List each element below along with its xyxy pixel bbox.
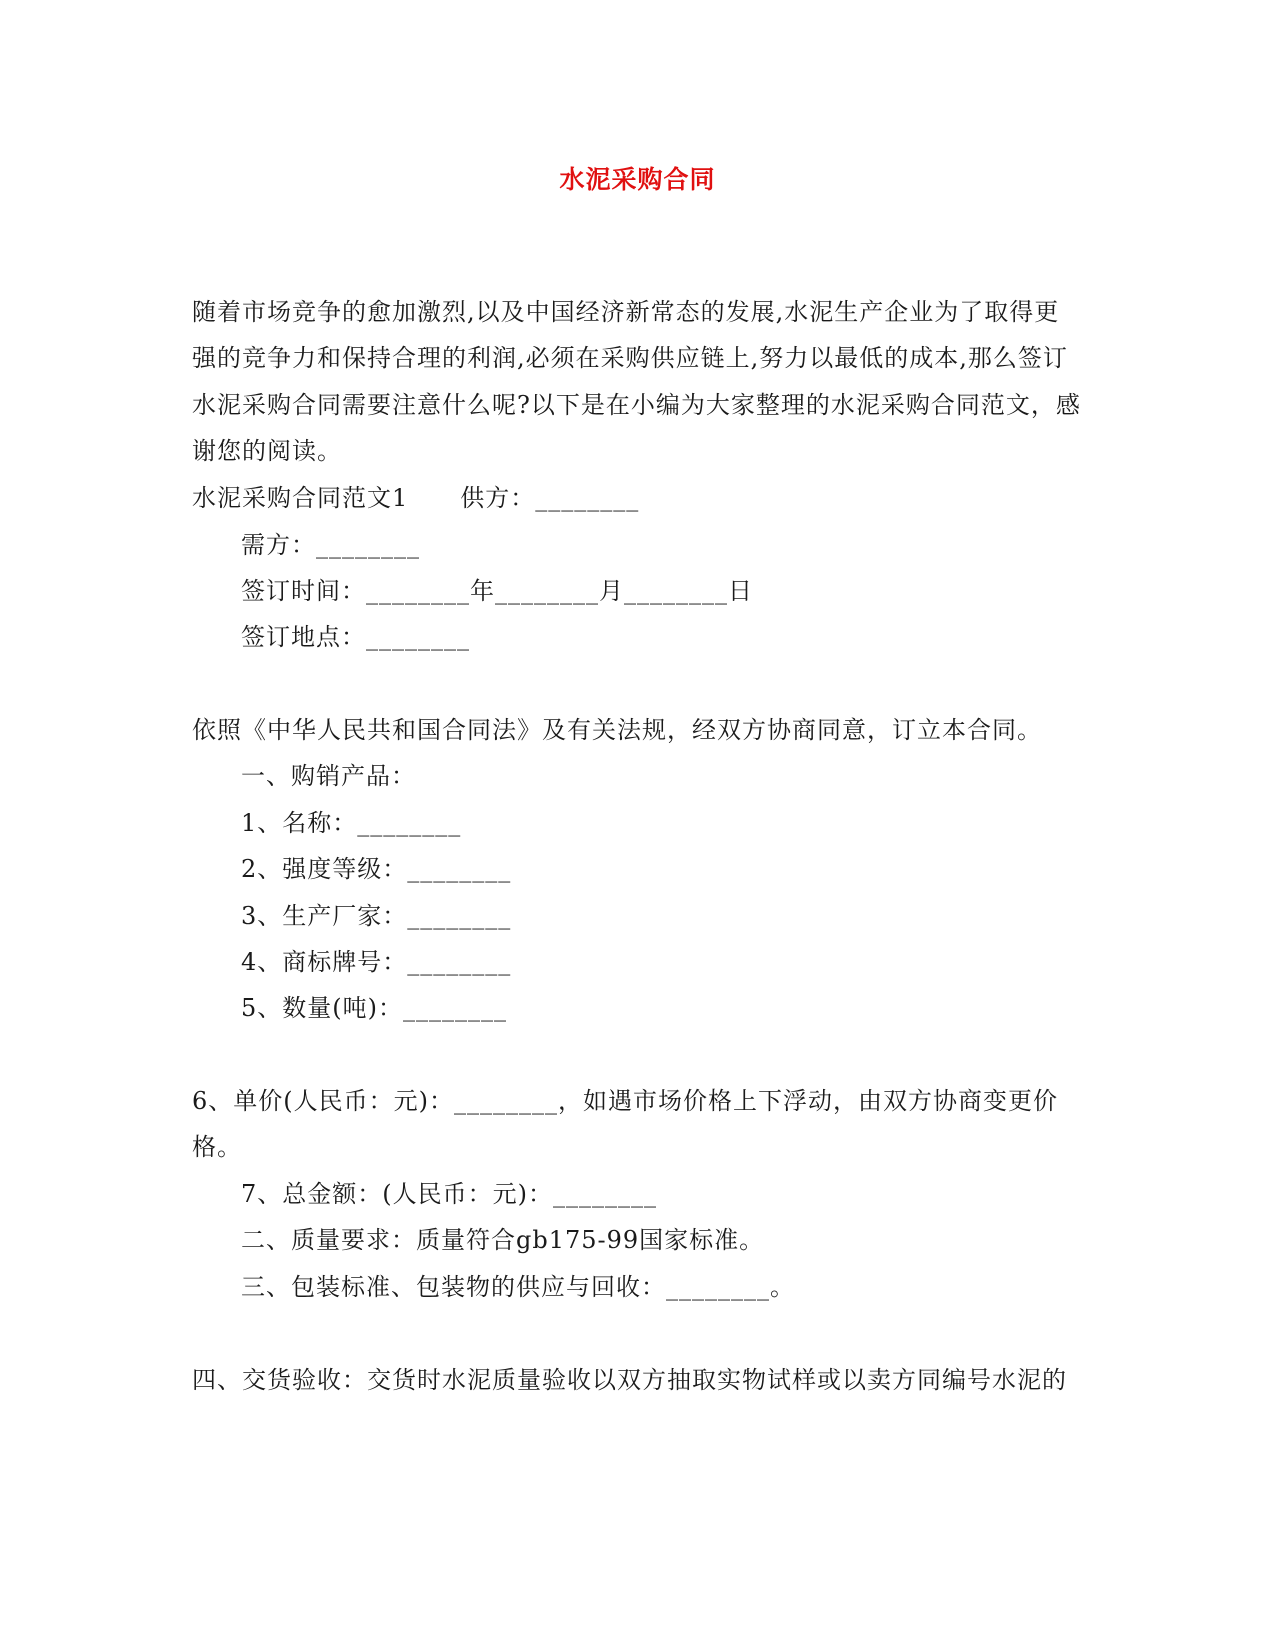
buyer-field: 需方：________ <box>241 531 420 559</box>
sample-heading: 水泥采购合同范文1 <box>192 484 409 512</box>
unit-price-line: 6、单价(人民币：元)：________，如遇市场价格上下浮动，由双方协商变更价 <box>192 1087 1058 1115</box>
total-amount-field: 7、总金额：(人民币：元)：________ <box>241 1180 657 1208</box>
packaging-standard: 三、包装标准、包装物的供应与回收：________。 <box>241 1273 795 1301</box>
contract-basis: 依照《中华人民共和国合同法》及有关法规，经双方协商同意，订立本合同。 <box>192 716 1042 744</box>
unit-price-line: 格。 <box>192 1133 242 1161</box>
intro-line: 谢您的阅读。 <box>192 437 342 465</box>
sign-place-field: 签订地点：________ <box>241 623 470 651</box>
intro-line: 强的竞争力和保持合理的利润,必须在采购供应链上,努力以最低的成本,那么签订 <box>192 344 1068 372</box>
sign-time-field: 签订时间：________年________月________日 <box>241 577 753 605</box>
supplier-field: 供方：________ <box>460 484 640 512</box>
intro-line: 水泥采购合同需要注意什么呢?以下是在小编为大家整理的水泥采购合同范文，感 <box>192 391 1081 419</box>
sample-heading-row <box>192 483 639 513</box>
delivery-acceptance: 四、交货验收：交货时水泥质量验收以双方抽取实物试样或以卖方同编号水泥的 <box>192 1366 1067 1394</box>
quality-requirement: 二、质量要求：质量符合gb175-99国家标准。 <box>241 1226 765 1254</box>
product-item: 2、强度等级：________ <box>241 855 512 883</box>
page-title: 水泥采购合同 <box>559 165 716 194</box>
intro-line: 随着市场竞争的愈加激烈,以及中国经济新常态的发展,水泥生产企业为了取得更 <box>192 298 1060 326</box>
section-products-title: 一、购销产品： <box>241 762 416 790</box>
product-item: 1、名称：________ <box>241 809 462 837</box>
product-item: 4、商标牌号：________ <box>241 948 512 976</box>
product-item: 3、生产厂家：________ <box>241 902 512 930</box>
product-item: 5、数量(吨)：________ <box>241 994 507 1022</box>
